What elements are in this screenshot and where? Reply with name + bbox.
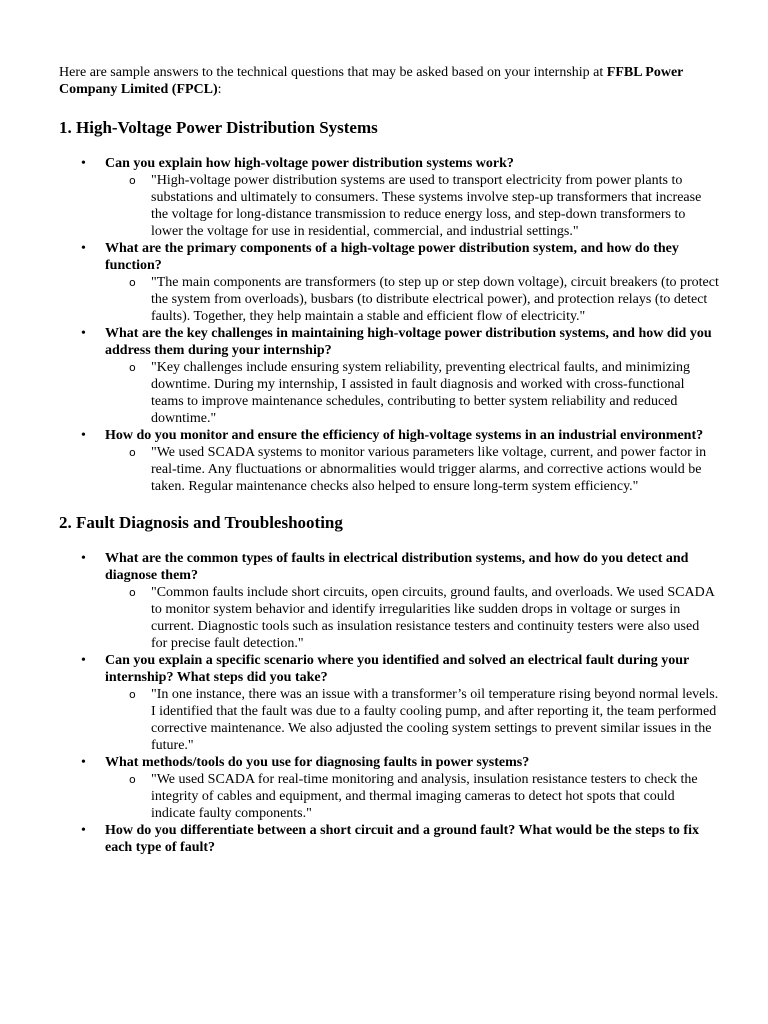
section-1-question-list — [59, 155, 719, 495]
answer-text: "High-voltage power distribution systems are used to transport electricity from power plants to substations and ultimately to consumers. These systems involve step-up transformers that increase the voltage for long-distance transmission to reduce energy loss, and step-down transformers to lower the voltage for use in residential, commercial, and industrial settings." — [151, 173, 702, 239]
section-2-question-list — [59, 550, 719, 856]
bullet-icon: • — [81, 823, 86, 838]
answer-item — [105, 686, 719, 754]
answer-text: "In one instance, there was an issue with a transformer’s oil temperature rising beyond normal levels. I identified that the fault was due to a faulty cooling pump, and after reporting it, the team performed corrective maintenance. We also adjusted the cooling system settings to prevent similar issues in the future." — [151, 687, 719, 753]
intro-company: FFBL Power Company Limited (FPCL) — [59, 65, 684, 97]
question-text: How do you differentiate between a short circuit and a ground fault? What would be the steps to fix each type of fault? — [105, 823, 699, 855]
answer-item — [105, 444, 719, 495]
circle-bullet-icon: o — [129, 174, 136, 187]
question-item — [59, 325, 719, 427]
answer-text: "Key challenges include ensuring system reliability, preventing electrical faults, and minimizing downtime. During my internship, I assisted in fault diagnosis and worked with cross-functional teams to improve maintenance schedules, contributing to better system reliability and reduced downtime." — [151, 360, 690, 426]
question-item — [59, 427, 719, 495]
circle-bullet-icon: o — [129, 361, 136, 374]
intro-text: Here are sample answers to the technical questions that may be asked based on your internship at — [59, 65, 607, 80]
bullet-icon: • — [81, 755, 86, 770]
question-text: What are the key challenges in maintaining high-voltage power distribution systems, and how did you address them during your internship? — [105, 326, 712, 358]
answer-item — [105, 172, 719, 240]
question-item — [59, 652, 719, 754]
bullet-icon: • — [81, 326, 86, 341]
section-heading-fault-diagnosis: 2. Fault Diagnosis and Troubleshooting — [59, 513, 343, 532]
bullet-icon: • — [81, 428, 86, 443]
circle-bullet-icon: o — [129, 688, 136, 701]
answer-item — [105, 274, 719, 325]
question-text: What methods/tools do you use for diagnosing faults in power systems? — [105, 755, 530, 770]
question-item — [59, 155, 719, 240]
bullet-icon: • — [81, 241, 86, 256]
answer-item — [105, 771, 719, 822]
answer-item — [105, 359, 719, 427]
intro-paragraph — [59, 64, 719, 98]
answer-text: "The main components are transformers (to step up or step down voltage), circuit breakers (to protect the system from overloads), busbars (to distribute electrical power), and protection relays (to detect faults). Together, they help maintain a stable and efficient flow of electricity." — [151, 275, 719, 324]
answer-text: "We used SCADA for real-time monitoring and analysis, insulation resistance testers to check the integrity of cables and equipment, and thermal imaging cameras to detect hot spots that could indicate faulty components." — [151, 772, 698, 821]
bullet-icon: • — [81, 653, 86, 668]
bullet-icon: • — [81, 156, 86, 171]
intro-suffix: : — [217, 82, 222, 97]
section-heading-high-voltage: 1. High-Voltage Power Distribution Systems — [59, 118, 378, 137]
question-text: How do you monitor and ensure the efficiency of high-voltage systems in an industrial environment? — [105, 428, 704, 443]
question-item — [59, 822, 719, 856]
circle-bullet-icon: o — [129, 586, 136, 599]
question-text: What are the primary components of a high-voltage power distribution system, and how do they function? — [105, 241, 679, 273]
question-text: Can you explain a specific scenario where you identified and solved an electrical fault during your internship? What steps did you take? — [105, 653, 689, 685]
question-item — [59, 240, 719, 325]
question-item — [59, 754, 719, 822]
answer-text: "Common faults include short circuits, open circuits, ground faults, and overloads. We used SCADA to monitor system behavior and identify irregularities like sudden drops in voltage or surges in current. Diagnostic tools such as insulation resistance testers and continuity testers were also used for precise fault detection." — [151, 585, 715, 651]
circle-bullet-icon: o — [129, 276, 136, 289]
bullet-icon: • — [81, 551, 86, 566]
question-text: What are the common types of faults in electrical distribution systems, and how do you detect and diagnose them? — [105, 551, 689, 583]
answer-item — [105, 584, 719, 652]
answer-text: "We used SCADA systems to monitor various parameters like voltage, current, and power factor in real-time. Any fluctuations or abnormalities would trigger alarms, and corrective actions would be taken. Regular maintenance checks also helped to ensure long-term system efficiency." — [151, 445, 707, 494]
document-page — [59, 64, 719, 856]
question-item — [59, 550, 719, 652]
circle-bullet-icon: o — [129, 773, 136, 786]
question-text: Can you explain how high-voltage power distribution systems work? — [105, 156, 514, 171]
circle-bullet-icon: o — [129, 446, 136, 459]
